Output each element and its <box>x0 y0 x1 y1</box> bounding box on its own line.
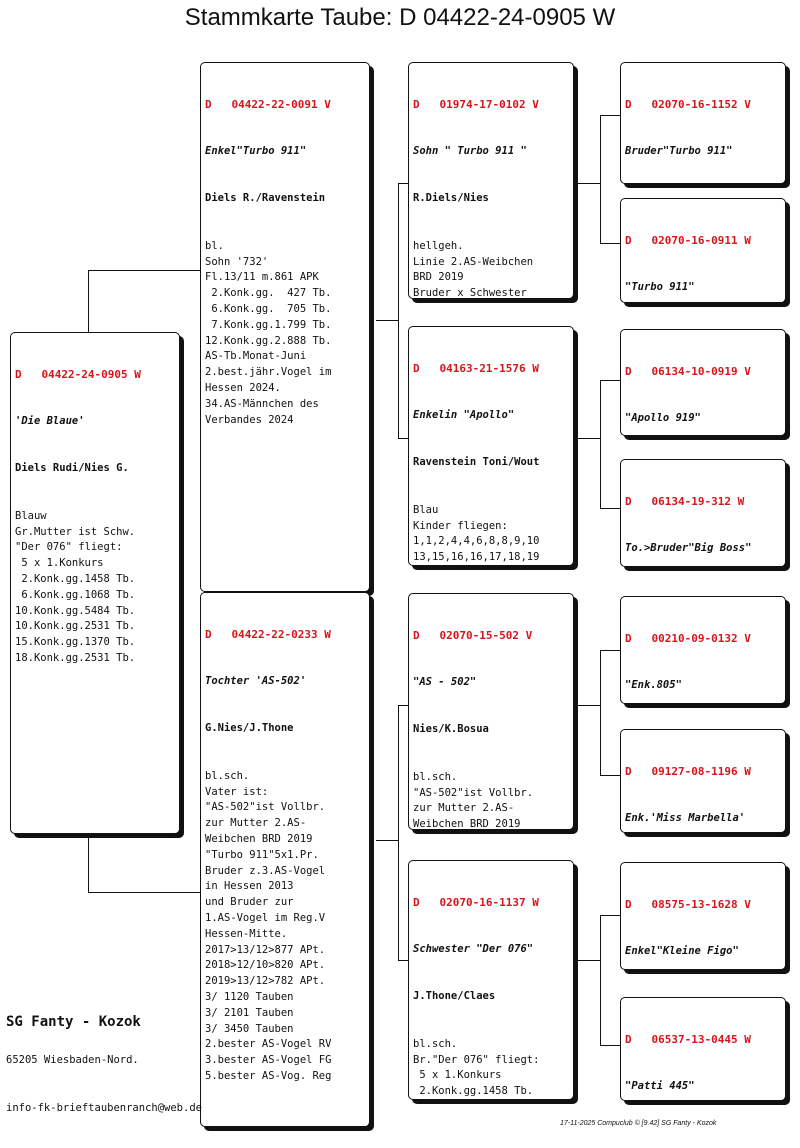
page-title: Stammkarte Taube: D 04422-24-0905 W <box>184 4 616 31</box>
pigeon-card-mmm <box>620 997 786 1101</box>
connector-line <box>398 705 399 960</box>
connector-line <box>376 840 398 841</box>
pigeon-card-mf <box>408 593 574 830</box>
connector-line <box>600 115 601 243</box>
owner: G.Nies/J.Thone <box>205 722 294 735</box>
ring-number: D 02070-15-502 V <box>413 628 533 642</box>
connector-line <box>88 270 200 271</box>
owner: Diels R./Ravenstein <box>205 192 326 205</box>
pigeon-card-main <box>10 332 180 834</box>
pigeon-name: Enk.'Miss Marbella' <box>625 811 746 824</box>
ring-number: D 02070-16-1137 W <box>413 895 539 909</box>
connector-line <box>398 183 399 438</box>
connector-line <box>600 915 601 1045</box>
pigeon-name: Enkel"Turbo 911" <box>205 144 307 157</box>
pigeon-card-mm <box>408 860 574 1100</box>
ring-number: D 06134-19-312 W <box>625 494 745 508</box>
connector-line <box>600 915 620 916</box>
pigeon-card-ff <box>408 62 574 299</box>
connector-line <box>600 650 620 651</box>
connector-line <box>600 508 620 509</box>
pigeon-card-fmf <box>620 329 786 436</box>
card-lines: bl.sch. "AS-502"ist Vollbr. zur Mutter 2.AS- Weibchen BRD 2019 <box>413 770 534 830</box>
pigeon-name: Tochter 'AS-502' <box>205 674 307 687</box>
owner: Diels Rudi/Nies G. <box>15 462 129 475</box>
connector-line <box>600 380 620 381</box>
ring-number: D 01974-17-0102 V <box>413 97 539 111</box>
owner: Ravenstein Toni/Wout <box>413 456 540 469</box>
pigeon-name: Enkel"Kleine Figo" <box>625 944 739 957</box>
club-email: info-fk-brieftaubenranch@web.de <box>6 1102 202 1114</box>
ring-number: D 06537-13-0445 W <box>625 1032 751 1046</box>
pigeon-name: "Patti 445" <box>625 1079 695 1092</box>
pigeon-card-fm <box>408 326 574 566</box>
pigeon-name: "Apollo 919" <box>625 411 701 424</box>
ring-number: D 04422-24-0905 W <box>15 367 141 381</box>
pigeon-card-mff <box>620 596 786 704</box>
pigeon-card-ffm <box>620 198 786 303</box>
ring-number: D 08575-13-1628 V <box>625 897 751 911</box>
pigeon-name: Bruder"Turbo 911" <box>625 144 733 157</box>
ring-number: D 06134-10-0919 V <box>625 364 751 378</box>
connector-line <box>398 705 408 706</box>
card-lines: Blauw Gr.Mutter ist Schw. "Der 076" fliegt: 5 x 1.Konkurs 2.Konk.gg.1458 Tb. 6.Konk.gg.1068 Tb. 10.Konk.gg.5484 Tb. 10.Konk.gg.2531 Tb. 15.Konk.gg.1370 Tb. 18.Konk.gg.2531 Tb. <box>15 509 136 664</box>
connector-line <box>398 183 408 184</box>
footer-info: 17-11-2025 Compuclub © [9.42] SG Fanty - Kozok <box>560 1120 717 1127</box>
pigeon-name: 'Die Blaue' <box>15 414 85 427</box>
pigeon-name: Enkelin "Apollo" <box>413 408 515 421</box>
connector-line <box>600 380 601 508</box>
card-lines: bl.sch. Br."Der 076" fliegt: 5 x 1.Konkurs 2.Konk.gg.1458 Tb. <box>413 1037 540 1098</box>
connector-line <box>578 183 600 184</box>
club-name: SG Fanty - Kozok <box>6 1014 141 1030</box>
pigeon-card-father <box>200 62 370 592</box>
owner: J.Thone/Claes <box>413 990 496 1003</box>
card-lines: Blau Kinder fliegen: 1,1,2,4,4,6,8,8,9,10 13,15,16,16,17,18,19 <box>413 503 540 564</box>
pigeon-name: Sohn " Turbo 911 " <box>413 144 527 157</box>
ring-number: D 04163-21-1576 W <box>413 361 539 375</box>
connector-line <box>600 115 620 116</box>
ring-number: D 02070-16-0911 W <box>625 233 751 247</box>
ring-number: D 02070-16-1152 V <box>625 97 751 111</box>
connector-line <box>88 892 200 893</box>
connector-line <box>398 438 408 439</box>
card-lines: hellgeh. Linie 2.AS-Weibchen BRD 2019 Bruder x Schwester <box>413 239 534 299</box>
pigeon-name: Schwester "Der 076" <box>413 942 534 955</box>
pigeon-name: "Turbo 911" <box>625 280 695 293</box>
connector-line <box>376 320 398 321</box>
ring-number: D 00210-09-0132 V <box>625 631 751 645</box>
connector-line <box>600 650 601 775</box>
connector-line <box>578 438 600 439</box>
card-lines: bl.sch. Vater ist: "AS-502"ist Vollbr. zur Mutter 2.AS- Weibchen BRD 2019 "Turbo 911"5x1.Pr. Bruder z.3.AS-Vogel in Hessen 2013 und Bruder zur 1.AS-Vogel im Reg.V Hessen-Mitte. 2017>13/12>877 APt. 2018>12/10>820 APt. 2019>13/12>782 APt. 3/ 1120 Tauben 3/ 2101 Tauben 3/ 3450 Tauben 2.bester AS-Vogel RV 3.bester AS-Vogel FG 5.bester AS-Vog. Reg <box>205 769 332 1082</box>
connector-line <box>600 243 620 244</box>
connector-line <box>398 960 408 961</box>
pigeon-name: "Enk.805" <box>625 678 682 691</box>
club-address: 65205 Wiesbaden-Nord. <box>6 1054 139 1066</box>
connector-line <box>600 775 620 776</box>
pigeon-card-mfm <box>620 729 786 833</box>
connector-line <box>578 960 600 961</box>
ring-number: D 04422-22-0091 V <box>205 97 331 111</box>
pigeon-name: "AS - 502" <box>413 675 477 688</box>
connector-line <box>88 270 89 332</box>
ring-number: D 04422-22-0233 W <box>205 627 331 641</box>
owner: R.Diels/Nies <box>413 192 489 205</box>
pigeon-card-mother <box>200 592 370 1127</box>
ring-number: D 09127-08-1196 W <box>625 764 751 778</box>
pigeon-card-fmm <box>620 459 786 567</box>
pigeon-card-mmf <box>620 862 786 970</box>
card-lines: bl. Sohn '732' Fl.13/11 m.861 APK 2.Konk.gg. 427 Tb. 6.Konk.gg. 705 Tb. 7.Konk.gg.1.799 Tb. 12.Konk.gg.2.888 Tb. AS-Tb.Monat-Juni 2.best.jähr.Vogel im Hessen 2024. 34.AS-Männchen des Verbandes 2024 <box>205 239 332 426</box>
owner: Nies/K.Bosua <box>413 723 489 736</box>
connector-line <box>578 705 600 706</box>
connector-line <box>600 1045 620 1046</box>
connector-line <box>88 834 89 892</box>
pigeon-card-fff <box>620 62 786 184</box>
pigeon-name: To.>Bruder"Big Boss" <box>625 541 752 554</box>
